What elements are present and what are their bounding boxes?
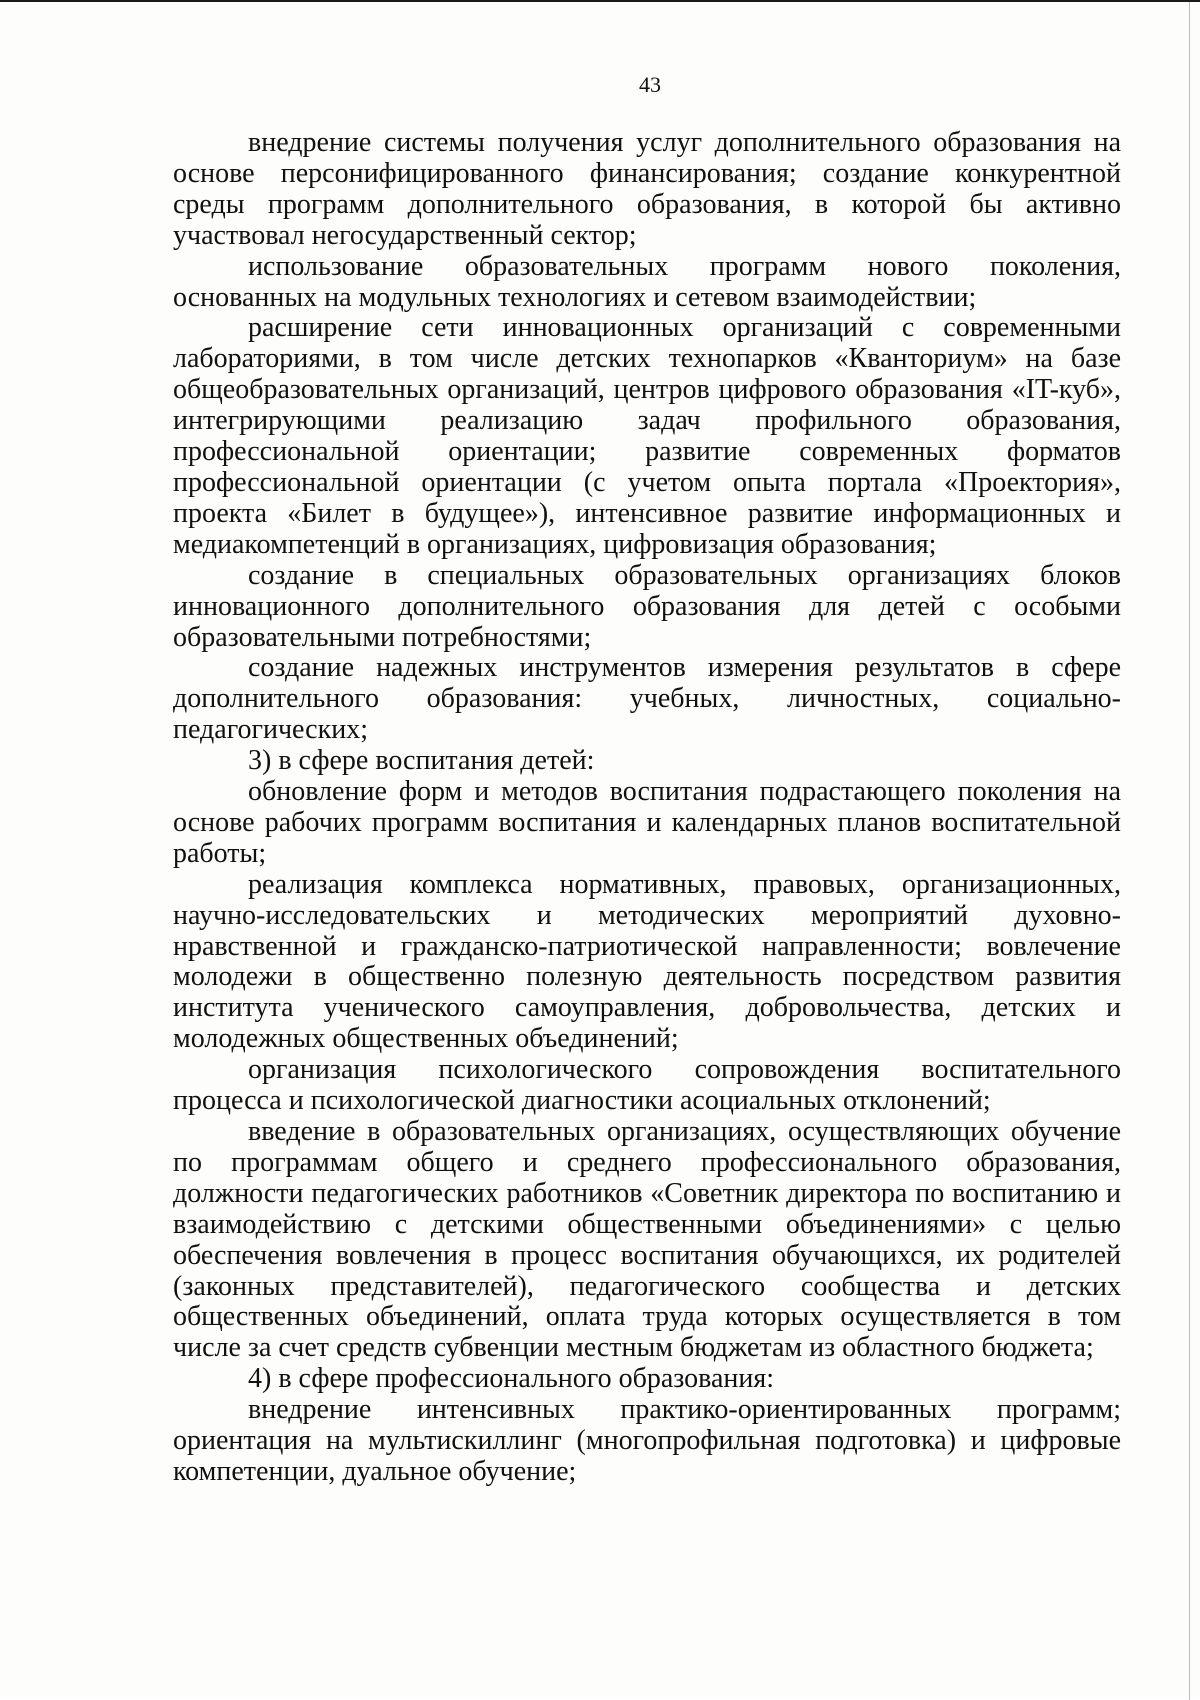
paragraph: создание надежных инструментов измерения результатов в сфере дополнительного образования: учебных, личностных, социально-педагогических; [173, 652, 1121, 746]
scan-edge [1189, 2, 1190, 1700]
paragraph: расширение сети инновационных организаций с современными лабораториями, в том числе детских технопарков «Кванториум» на базе общеобразовательных организаций, центров цифрового образования «IT-куб», интегрирующими реализацию задач профильного образования, профессиональной ориентации; развитие современных форматов профессиональной ориентации (с учетом опыта портала «Проектория», проекта «Билет в будущее»), интенсивное развитие информационных и медиакомпетенций в организациях, цифровизация образования; [173, 312, 1121, 560]
section-heading: 4) в сфере профессионального образования: [248, 1363, 775, 1395]
page-number: 43 [639, 72, 661, 97]
paragraph: создание в специальных образовательных организациях блоков инновационного дополнительного образования для детей с особыми образовательными потребностями; [173, 559, 1121, 653]
paragraph: реализация комплекса нормативных, правовых, организационных, научно-исследовательских и методических мероприятий духовно-нравственной и гражданско-патриотической направленности; вовлечение молодежи в общественно полезную деятельность посредством развития института ученического самоуправления, добровольчества, детских и молодежных общественных объединений; [173, 868, 1121, 1055]
paragraph: организация психологического сопровождения воспитательного процесса и психологической диагностики асоциальных отклонений; [173, 1054, 1121, 1117]
section-heading: 3) в сфере воспитания детей: [248, 745, 595, 777]
paragraph: обновление форм и методов воспитания подрастающего поколения на основе рабочих программ воспитания и календарных планов воспитательной работы; [173, 776, 1121, 869]
document-body [173, 128, 1121, 1488]
paragraph: внедрение системы получения услуг дополнительного образования на основе персонифицированного финансирования; создание конкурентной среды программ дополнительного образования, в которой бы активно участвовал негосударственный сектор; [173, 127, 1121, 251]
paragraph: использование образовательных программ нового поколения, основанных на модульных технологиях и сетевом взаимодействии; [173, 250, 1121, 313]
paragraph: внедрение интенсивных практико-ориентированных программ; ориентация на мультискиллинг (многопрофильная подготовка) и цифровые компетенции, дуальное обучение; [173, 1394, 1121, 1487]
paragraph: введение в образовательных организациях, осуществляющих обучение по программам общего и среднего профессионального образования, должности педагогических работников «Советник директора по воспитанию и взаимодействию с детскими общественными объединениями» с целью обеспечения вовлечения в процесс воспитания обучающихся, их родителей (законных представителей), педагогического сообщества и детских общественных объединений, оплата труда которых осуществляется в том числе за счет средств субвенции местным бюджетам из областного бюджета; [173, 1116, 1121, 1364]
